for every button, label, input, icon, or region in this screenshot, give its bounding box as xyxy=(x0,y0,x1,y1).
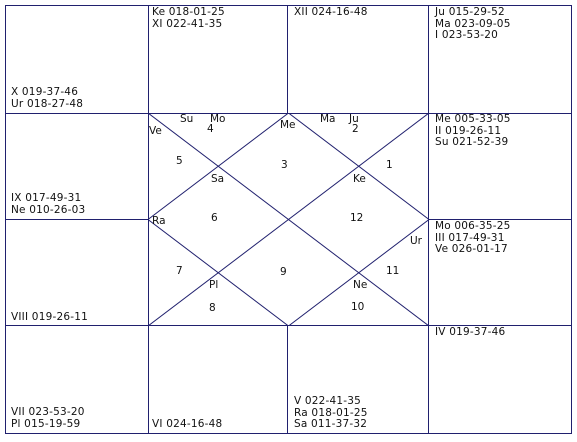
cell-mid-left-lower xyxy=(11,312,88,324)
cell-line: IV 019-37-46 xyxy=(435,326,506,338)
house-number-1: 1 xyxy=(386,159,393,171)
cell-line: Me 005-33-05 xyxy=(435,113,511,125)
cell-line: IX 017-49-31 xyxy=(11,192,82,204)
cell-line: Ur 018-27-48 xyxy=(11,97,84,110)
cell-bottom-right xyxy=(435,327,505,339)
planet-ve: Ve xyxy=(149,125,162,137)
cell-bottom-third xyxy=(294,396,368,431)
house-number-10: 10 xyxy=(351,301,365,313)
house-number-5: 5 xyxy=(176,155,183,167)
cell-bottom-second xyxy=(152,419,222,431)
cell-line: XII 024-16-48 xyxy=(294,6,368,18)
grid-line xyxy=(5,219,149,220)
planet-ne: Ne xyxy=(353,279,368,291)
cell-line: XI 022-41-35 xyxy=(152,17,223,30)
cell-top-third xyxy=(294,7,368,19)
planet-ju: Ju xyxy=(349,113,359,125)
grid-line xyxy=(571,5,572,434)
cell-top-second xyxy=(152,7,225,30)
cell-line: II 019-26-11 xyxy=(435,124,502,137)
cell-mid-right-lower xyxy=(435,221,511,256)
planet-ke: Ke xyxy=(353,173,366,185)
cell-line: Su 021-52-39 xyxy=(435,136,509,148)
grid-line xyxy=(287,325,288,434)
grid-line xyxy=(5,433,571,434)
cell-line: III 017-49-31 xyxy=(435,231,505,244)
cell-line: Pl 015-19-59 xyxy=(11,417,81,430)
house-number-2: 2 xyxy=(352,123,359,135)
cell-line: Ve 026-01-17 xyxy=(435,243,508,255)
planet-ur: Ur xyxy=(410,235,423,247)
cell-top-left xyxy=(11,87,83,110)
cell-line: Ju 015-29-52 xyxy=(435,6,505,18)
planet-pl: Pl xyxy=(209,279,219,291)
cell-line: I 023-53-20 xyxy=(435,29,498,41)
cell-top-right xyxy=(435,7,511,42)
grid-line xyxy=(287,5,288,114)
planet-ra: Ra xyxy=(152,215,166,227)
house-number-6: 6 xyxy=(211,212,218,224)
north-indian-chart-diagram xyxy=(148,113,429,326)
cell-line: VII 023-53-20 xyxy=(11,406,85,418)
cell-line: VIII 019-26-11 xyxy=(11,311,88,323)
cell-line: Ma 023-09-05 xyxy=(435,17,511,30)
planet-su: Su xyxy=(180,113,194,125)
cell-mid-right-upper xyxy=(435,114,511,149)
cell-line: Ke 018-01-25 xyxy=(152,6,225,18)
cell-line: Ne 010-26-03 xyxy=(11,203,86,216)
cell-line: X 019-37-46 xyxy=(11,86,79,98)
cell-line: Sa 011-37-32 xyxy=(294,418,368,430)
planet-me: Me xyxy=(280,119,296,131)
house-number-9: 9 xyxy=(280,266,287,278)
cell-line: Mo 006-35-25 xyxy=(435,220,511,232)
cell-line: Ra 018-01-25 xyxy=(294,406,368,419)
cell-bottom-left xyxy=(11,407,85,430)
house-number-8: 8 xyxy=(209,302,216,314)
house-number-3: 3 xyxy=(281,159,288,171)
cell-mid-left-upper xyxy=(11,193,85,216)
planet-sa: Sa xyxy=(211,173,225,185)
planet-mo: Mo xyxy=(210,113,226,125)
house-number-11: 11 xyxy=(386,265,400,277)
grid-line xyxy=(5,5,6,434)
cell-line: V 022-41-35 xyxy=(294,395,362,407)
planet-ma: Ma xyxy=(320,113,336,125)
house-number-12: 12 xyxy=(350,212,364,224)
house-number-7: 7 xyxy=(176,265,183,277)
cell-line: VI 024-16-48 xyxy=(152,418,223,430)
house-number-4: 4 xyxy=(207,123,214,135)
